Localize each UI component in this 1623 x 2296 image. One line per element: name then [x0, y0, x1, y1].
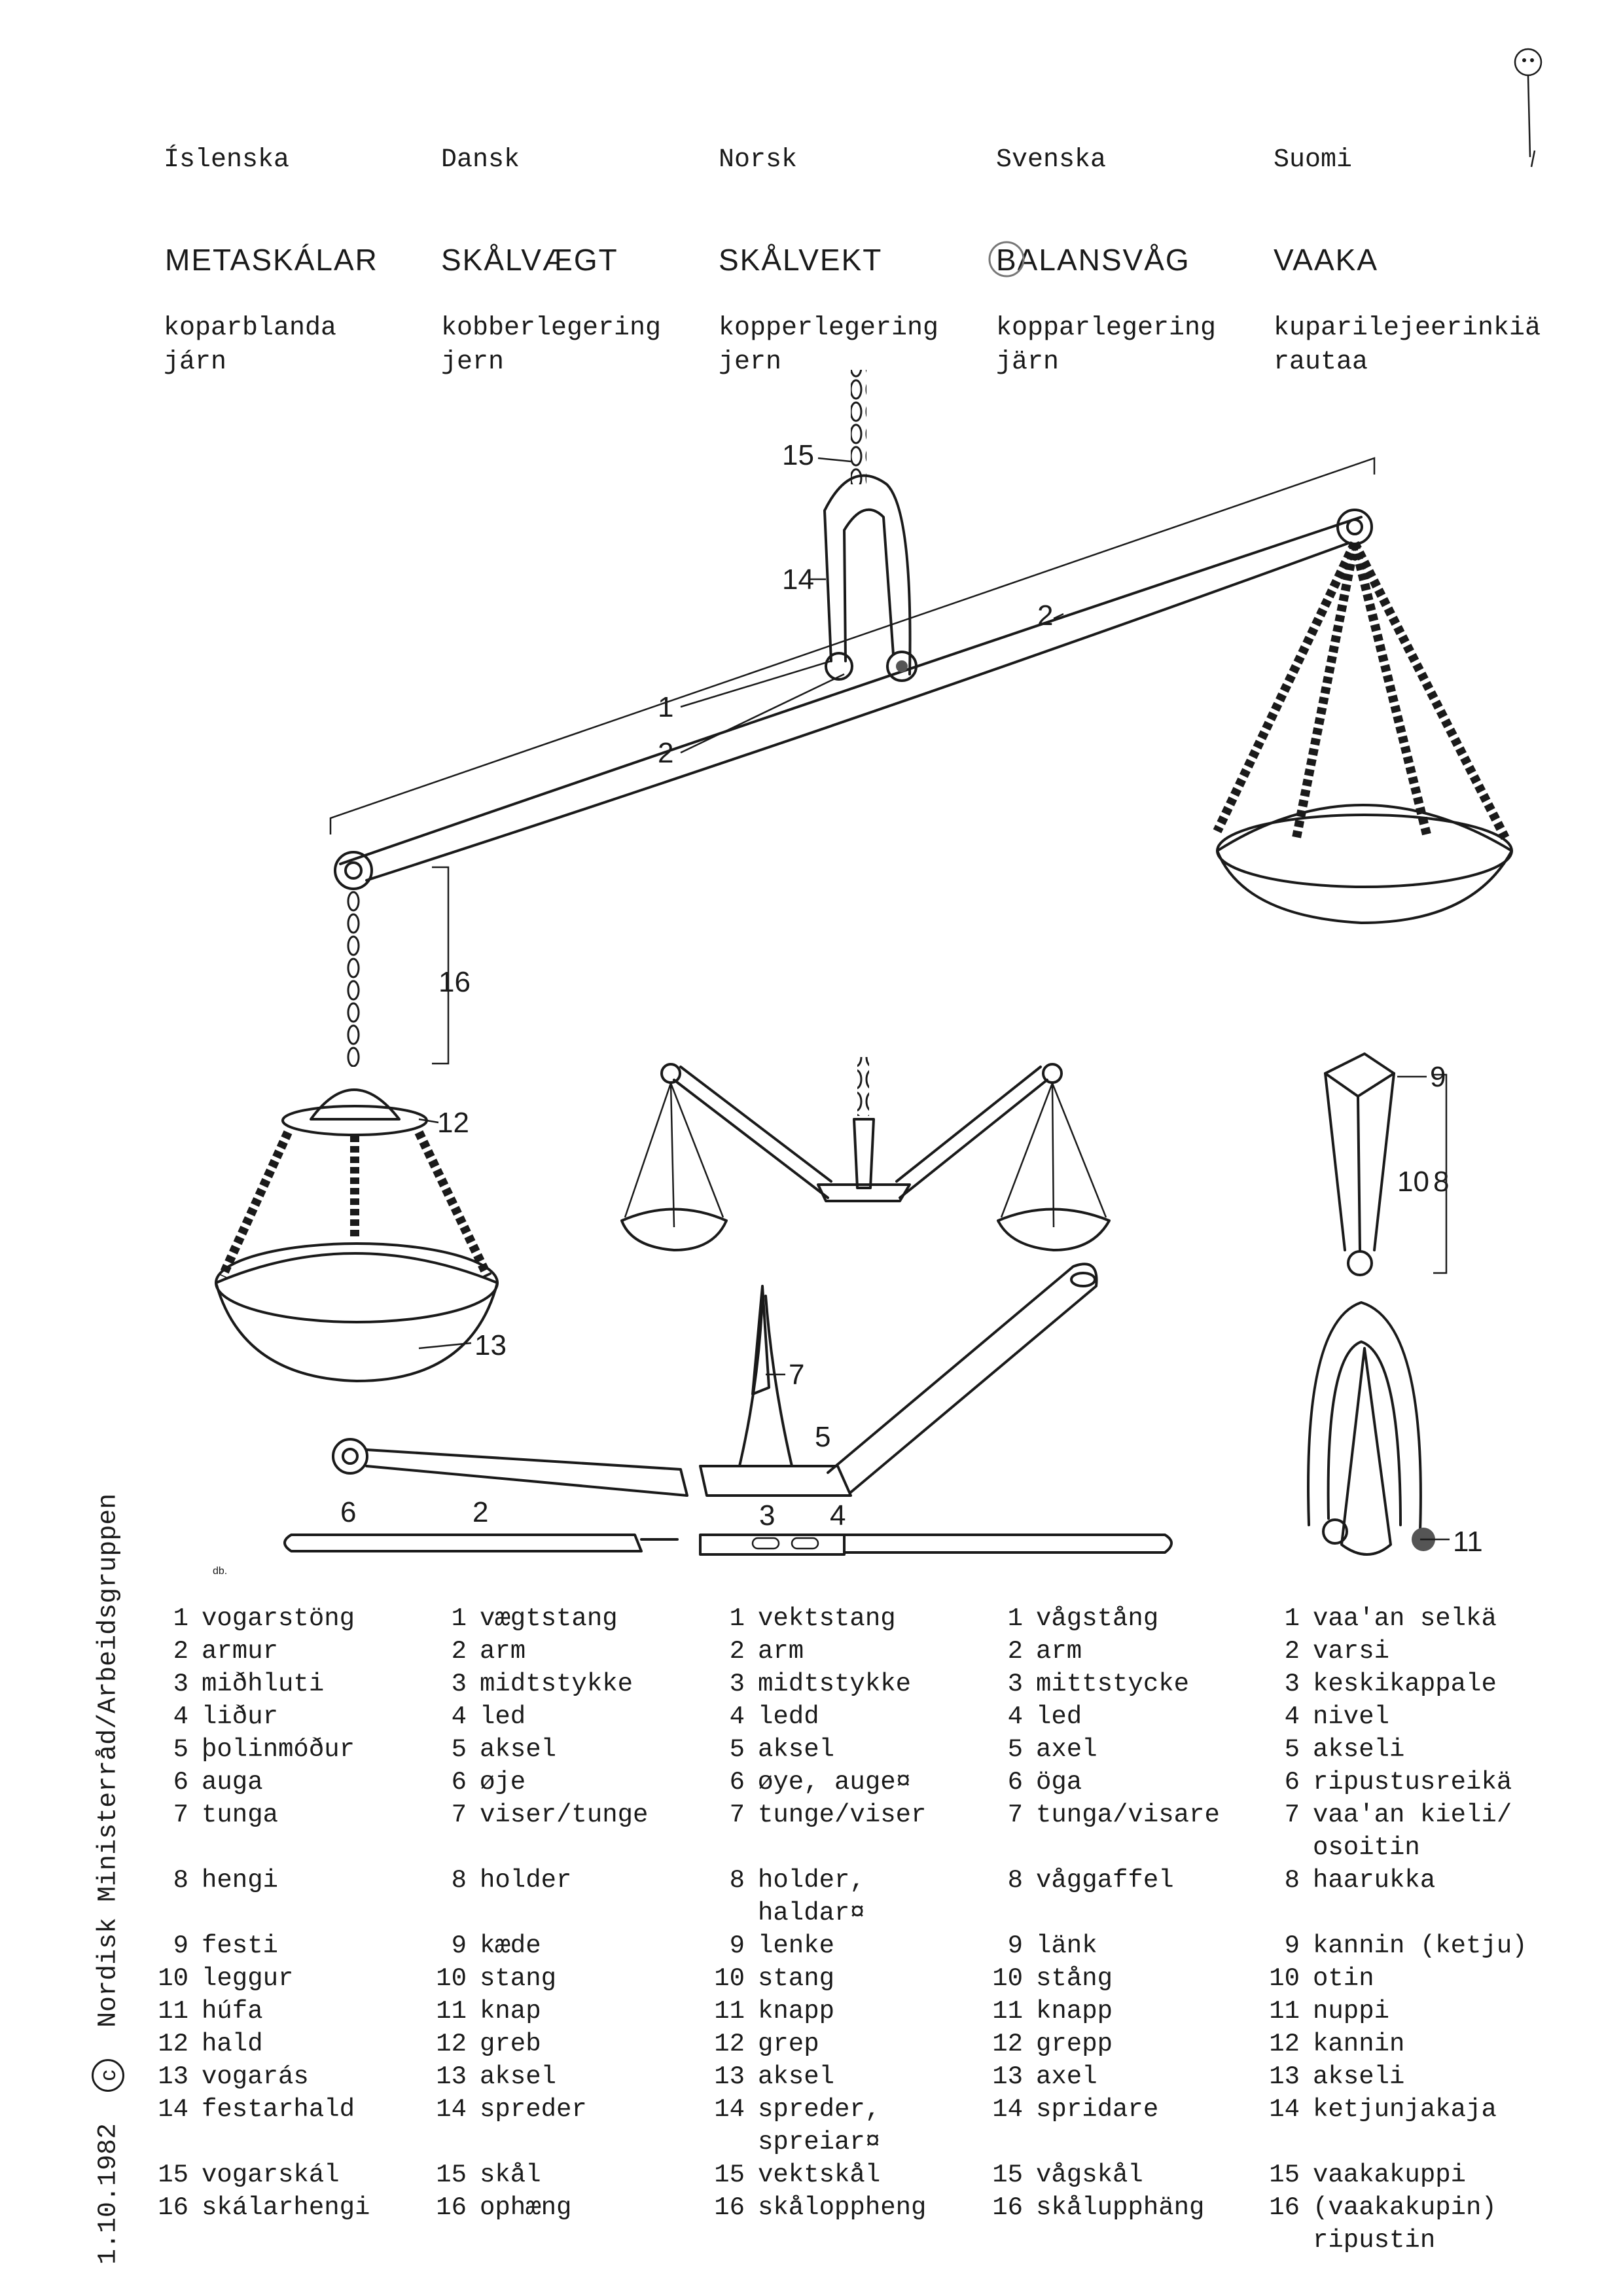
label-15: 13	[474, 1329, 507, 1361]
list-item: 1 vågstång	[1007, 1604, 1159, 1633]
materials-is: koparblanda járn	[164, 314, 337, 377]
list-item: 10 stang	[714, 1964, 835, 1993]
label-7: 7	[789, 1359, 805, 1391]
list-item: 3 midtstykke	[451, 1670, 633, 1698]
glossary-fi: 1 vaa'an selkä 2 varsi 3 keskikappale 4 nivel 5 akseli 6 ripustusreikä 7 vaa'an kieli/ osoitin 8 haarukka 9 kannin (ketju) 10 otin 11 nuppi 12 kannin 13 akseli 14 ketjunjakaja 15 vaakakuppi 16 (vaakakupin) ripustin	[1262, 1602, 1527, 2257]
list-item: 8 holder	[451, 1866, 572, 1895]
list-item: 14 spridare	[992, 2095, 1159, 2124]
list-item: 14 spreder,	[714, 2095, 881, 2124]
list-item: 2 armur	[173, 1637, 279, 1666]
list-item: 10 stang	[436, 1964, 557, 1993]
list-item: 11 nuppi	[1269, 1997, 1390, 2026]
list-item: 4 ledd	[729, 1702, 819, 1731]
list-item: 2 arm	[1007, 1637, 1082, 1666]
label-12: 10	[1397, 1166, 1429, 1198]
list-item: 7 viser/tunge	[451, 1801, 649, 1829]
list-item: 13 akseli	[1269, 2062, 1405, 2091]
list-item: 9 kæde	[451, 1931, 541, 1960]
label-10: 8	[1433, 1166, 1450, 1198]
list-item: 4 liður	[173, 1702, 279, 1731]
list-item: 13 vogarás	[158, 2062, 309, 2091]
list-item: 11 knapp	[992, 1997, 1113, 2026]
list-item: 9 länk	[1007, 1931, 1097, 1960]
materials-da: kobberlegering jern	[441, 314, 662, 377]
list-item: 4 led	[451, 1702, 526, 1731]
label-3: 3	[759, 1499, 776, 1532]
list-item: 12 greb	[436, 2030, 541, 2058]
list-item: 16 skålupphäng	[992, 2193, 1205, 2222]
list-item: 16 skåloppheng	[714, 2193, 927, 2222]
list-item: 9 lenke	[729, 1931, 835, 1960]
list-item: 12 hald	[158, 2030, 263, 2058]
list-item: 13 aksel	[714, 2062, 835, 2091]
list-item: 6 øje	[451, 1768, 526, 1797]
sidebar-credit	[92, 1494, 124, 2265]
list-item: 3 miðhluti	[173, 1670, 325, 1698]
list-item: 7 vaa'an kieli/	[1284, 1801, 1512, 1829]
list-item: 8 hengi	[173, 1866, 279, 1895]
list-item: 15 vaakakuppi	[1269, 2161, 1467, 2189]
list-item: 4 led	[1007, 1702, 1082, 1731]
materials-sv: kopparlegering järn	[996, 314, 1217, 377]
list-item: 9 kannin (ketju)	[1284, 1931, 1527, 1960]
list-item: 1 vektstang	[729, 1604, 896, 1633]
glossary-sv	[985, 1602, 1220, 2224]
list-item: 1 vaa'an selkä	[1284, 1604, 1497, 1633]
list-item: 6 ripustusreikä	[1284, 1768, 1512, 1797]
title-da: SKÅLVÆGT	[441, 243, 618, 277]
label-2-bottom: 2	[473, 1496, 489, 1528]
list-item: 3 mittstycke	[1007, 1670, 1190, 1698]
list-item: 1 vogarstöng	[173, 1604, 355, 1633]
list-item: 8 haarukka	[1284, 1866, 1436, 1895]
list-item: 15 vågskål	[992, 2161, 1143, 2189]
list-item: 16 (vaakakupin)	[1269, 2193, 1497, 2222]
list-item: 6 auga	[173, 1768, 263, 1797]
list-item: 10 otin	[1269, 1964, 1374, 1993]
glossary-is	[151, 1602, 370, 2224]
list-item: 10 stång	[992, 1964, 1113, 1993]
list-item: 13 aksel	[436, 2062, 557, 2091]
list-item: 14 spreder	[436, 2095, 587, 2124]
label-2-top: 2	[1037, 600, 1054, 632]
list-item: 7 tunga	[173, 1801, 279, 1829]
holder	[825, 370, 916, 681]
main-beam	[330, 458, 1374, 889]
list-item: 10 leggur	[158, 1964, 294, 1993]
artist-mark: db.	[213, 1566, 228, 1577]
label-4: 4	[830, 1499, 846, 1532]
list-item: 2 varsi	[1284, 1637, 1390, 1666]
diagram-labels	[213, 439, 1483, 1577]
list-item: 2 arm	[451, 1637, 526, 1666]
materials-fi: kuparilejeerinkiä rautaa	[1274, 314, 1541, 377]
glossary-da	[429, 1602, 648, 2224]
list-item: 5 aksel	[451, 1735, 557, 1764]
label-11: 9	[1430, 1061, 1446, 1093]
publisher: Nordisk Ministerråd/Arbeidsgruppen	[94, 1493, 124, 2028]
list-item: 2 arm	[729, 1637, 804, 1666]
list-item: 11 knap	[436, 1997, 541, 2026]
list-item: 9 festi	[173, 1931, 279, 1960]
title-fi: VAAKA	[1274, 243, 1378, 277]
list-item: 14 festarhald	[158, 2095, 355, 2124]
list-item: 16 ophæng	[436, 2193, 572, 2222]
right-pan	[1217, 543, 1512, 923]
label-14: 12	[437, 1107, 469, 1139]
list-item: 7 tunga/visare	[1007, 1801, 1220, 1829]
copyright-icon: c	[92, 2059, 124, 2092]
handle-assembly	[1308, 1054, 1446, 1554]
circle-mark	[990, 242, 1024, 276]
list-item: 8 våggaffel	[1007, 1866, 1174, 1895]
list-item: 5 akseli	[1284, 1735, 1405, 1764]
title-sv: BALANSVÅG	[996, 243, 1190, 277]
label-5: 5	[815, 1421, 831, 1453]
exploded-parts	[285, 1264, 1171, 1554]
label-2-mid: 2	[658, 737, 674, 769]
list-item: 5 þolinmóður	[173, 1735, 355, 1764]
list-item: 12 kannin	[1269, 2030, 1405, 2058]
list-item: 6 öga	[1007, 1768, 1082, 1797]
materials-no: kopperlegering jern	[719, 314, 939, 377]
lang-is: Íslenska	[164, 145, 290, 175]
lang-no: Norsk	[719, 145, 798, 175]
list-item: 7 tunge/viser	[729, 1801, 927, 1829]
list-item: 11 knapp	[714, 1997, 835, 2026]
list-item: 15 vogarskál	[158, 2161, 340, 2189]
leader-lines	[419, 458, 1450, 1539]
title-is: METASKÁLAR	[165, 243, 378, 277]
date: 1.10.1982	[94, 2123, 124, 2265]
list-item: 4 nivel	[1284, 1702, 1390, 1731]
list-item: 15 vektskål	[714, 2161, 881, 2189]
list-item: 13 axel	[992, 2062, 1097, 2091]
lang-fi: Suomi	[1274, 145, 1353, 175]
label-6: 6	[340, 1496, 357, 1528]
list-item: 15 skål	[436, 2161, 541, 2189]
list-item: 6 øye, auge¤	[729, 1768, 912, 1797]
title-no: SKÅLVEKT	[719, 243, 883, 277]
list-item: 3 keskikappale	[1284, 1670, 1497, 1698]
list-item: 11 húfa	[158, 1997, 263, 2026]
list-item: 5 axel	[1007, 1735, 1097, 1764]
list-item: 12 grep	[714, 2030, 819, 2058]
list-item: 1 vægtstang	[451, 1604, 618, 1633]
list-item: 16 skálarhengi	[158, 2193, 370, 2222]
mascot-icon	[1515, 49, 1541, 167]
list-item: 8 holder,	[729, 1866, 865, 1895]
label-16: 16	[438, 966, 471, 998]
lang-da: Dansk	[441, 145, 520, 175]
label-8: 14	[782, 564, 814, 596]
label-13: 11	[1453, 1526, 1483, 1558]
small-balance	[622, 1057, 1109, 1250]
label-9: 15	[782, 439, 814, 471]
label-1: 1	[658, 691, 674, 723]
list-item: 3 midtstykke	[729, 1670, 912, 1698]
glossary-no: 1 vektstang 2 arm 3 midtstykke 4 ledd 5 aksel 6 øye, auge¤ 7 tunge/viser 8 holder, haldar¤ 9 lenke 10 stang 11 knapp 12 grep 13 aksel 14 spreder, spreiar¤ 15 vektskål 16 skåloppheng	[707, 1602, 926, 2224]
lang-sv: Svenska	[996, 145, 1107, 175]
list-item: 12 grepp	[992, 2030, 1113, 2058]
list-item: 5 aksel	[729, 1735, 835, 1764]
list-item: 14 ketjunjakaja	[1269, 2095, 1497, 2124]
